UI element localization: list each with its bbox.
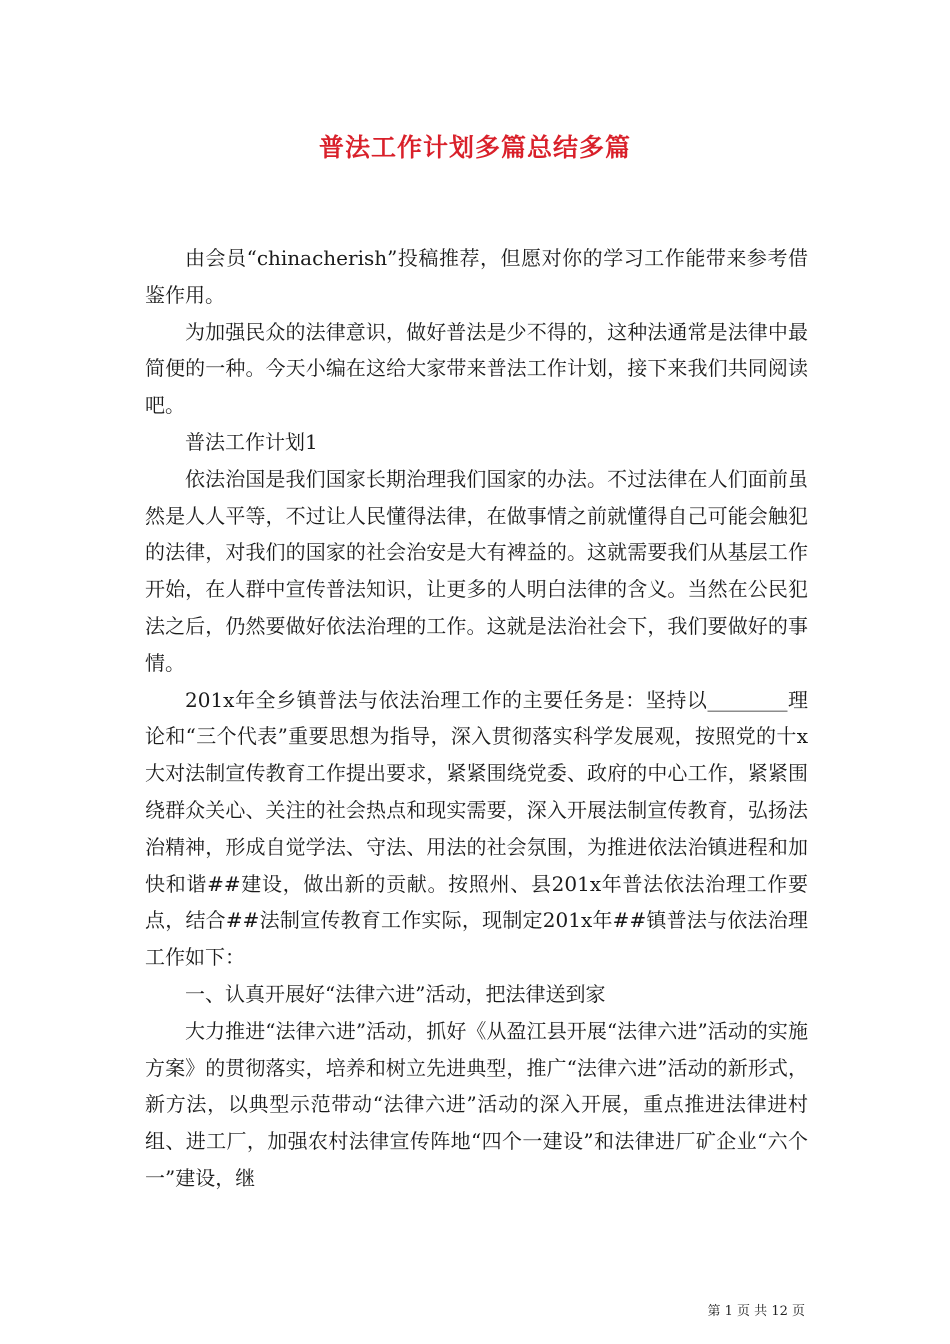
section-heading: 普法工作计划1 (185, 429, 318, 454)
body-paragraph: 201x年全乡镇普法与依法治理工作的主要任务是：坚持以________理论和“三个代表”重要思想为指导，深入贯彻落实科学发展观，按照党的十x大对法制宣传教育工作提出要求，紧紧围绕党委、政府的中心工作，紧紧围绕群众关心、关注的社会热点和现实需要，深入开展法制宣传教育，弘扬法治精神，形成自觉学法、守法、用法的社会氛围，为推进依法治镇进程和加快和谐##建设，做出新的贡献。按照州、县201x年普法依法治理工作要点，结合##法制宣传教育工作实际，现制定201x年##镇普法与依法治理工作如下： (145, 687, 808, 970)
document-title: 普法工作计划多篇总结多篇 (318, 133, 631, 162)
page-number: 第 1 页 共 12 页 (707, 1304, 805, 1319)
intro-paragraph: 由会员“chinacherish”投稿推荐，但愿对你的学习工作能带来参考借鉴作用。 (145, 246, 808, 307)
body-paragraph: 大力推进“法律六进”活动，抓好《从盈江县开展“法律六进”活动的实施方案》的贯彻落实，培养和树立先进典型，推广“法律六进”活动的新形式，新方法，以典型示范带动“法律六进”活动的深入开展，重点推进法律进村组、进工厂，加强农村法律宣传阵地“四个一建设”和法律进厂矿企业“六个一”建设，继 (145, 1018, 808, 1190)
body-paragraph: 依法治国是我们国家长期治理我们国家的办法。不过法律在人们面前虽然是人人平等，不过让人民懂得法律，在做事情之前就懂得自己可能会触犯的法律，对我们的国家的社会治安是大有裨益的。这就需要我们从基层工作开始，在人群中宣传普法知识，让更多的人明白法律的含义。当然在公民犯法之后，仍然要做好依法治理的工作。这就是法治社会下，我们要做好的事情。 (145, 466, 808, 675)
section-heading: 一、认真开展好“法律六进”活动，把法律送到家 (185, 981, 606, 1006)
body-paragraph: 为加强民众的法律意识，做好普法是少不得的，这种法通常是法律中最简便的一种。今天小编在这给大家带来普法工作计划，接下来我们共同阅读吧。 (145, 319, 808, 418)
document-body (145, 240, 808, 1197)
